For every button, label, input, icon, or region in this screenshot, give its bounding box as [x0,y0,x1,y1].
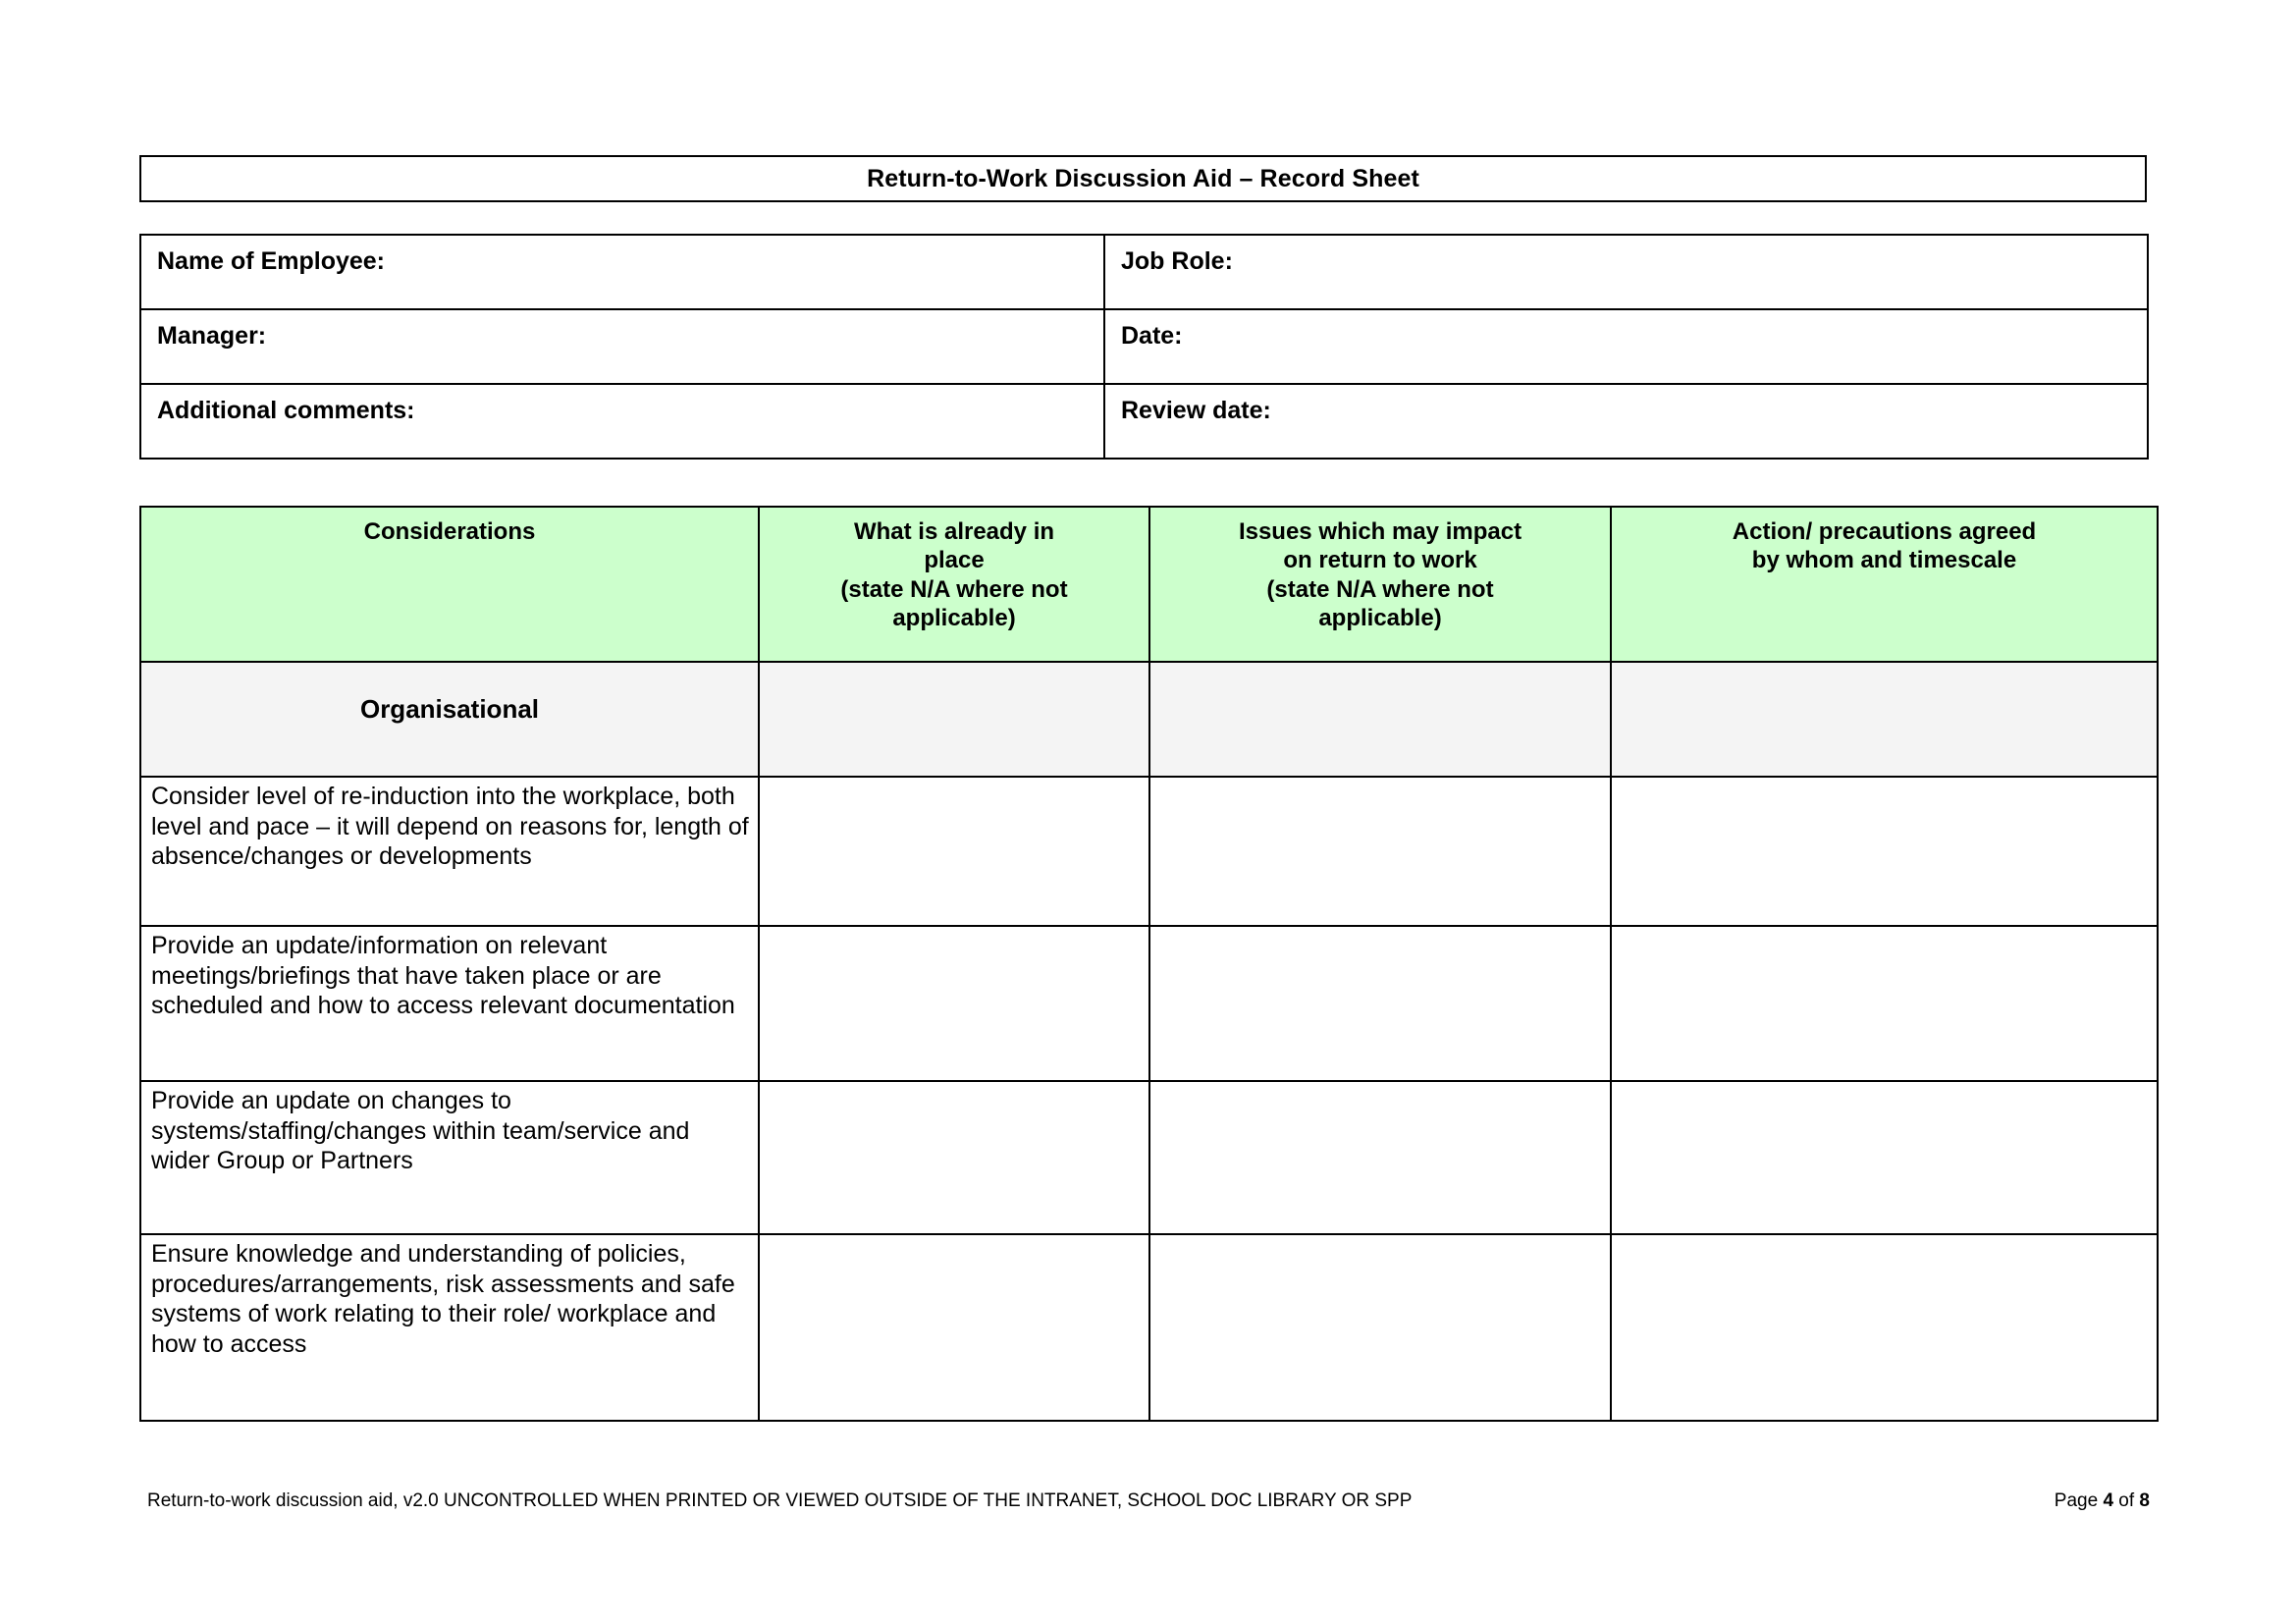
column-header-line: on return to work [1283,547,1477,574]
table-row [140,309,2148,384]
column-header-issues-which-may-impact [1149,507,1611,662]
consideration-cell [140,777,759,926]
page-footer [147,1490,2150,1512]
section-cell-issues[interactable] [1149,662,1611,777]
cell-action[interactable] [1611,1081,2158,1234]
column-header-line: place [924,547,985,574]
field-label: Date: [1121,322,1183,350]
table-header-row [140,507,2158,662]
section-title [140,662,759,777]
field-review-date[interactable] [1104,384,2148,459]
footer-total-pages: 8 [2139,1490,2150,1511]
section-cell-in-place[interactable] [759,662,1149,777]
cell-issues[interactable] [1149,1081,1611,1234]
cell-action[interactable] [1611,926,2158,1081]
consideration-text: Provide an update/information on relevant meetings/briefings that have taken place or are scheduled and how to access relevant documentation [151,932,735,1019]
section-cell-action[interactable] [1611,662,2158,777]
field-label: Review date: [1121,397,1271,424]
field-date[interactable] [1104,309,2148,384]
footer-page-prefix: Page [2054,1490,2104,1511]
footer-page-middle: of [2113,1490,2140,1511]
cell-in-place[interactable] [759,1081,1149,1234]
cell-in-place[interactable] [759,926,1149,1081]
column-header-line: What is already in [853,518,1055,545]
page-title: Return-to-Work Discussion Aid – Record Sheet [867,164,1419,192]
consideration-text: Consider level of re-induction into the workplace, both level and pace – it will depend on reasons for, length of absence/changes or developments [151,783,749,870]
column-header-line: (state N/A where not [1266,575,1494,603]
cell-issues[interactable] [1149,777,1611,926]
field-label: Job Role: [1121,247,1233,275]
footer-current-page: 4 [2103,1490,2114,1511]
column-header-line: applicable) [892,604,1016,631]
field-label: Additional comments: [157,397,415,424]
cell-issues[interactable] [1149,926,1611,1081]
field-label: Manager: [157,322,267,350]
table-row [140,1081,2158,1234]
consideration-text: Provide an update on changes to systems/staffing/changes within team/service and wider Group or Partners [151,1087,690,1174]
column-header-what-is-already-in-place [759,507,1149,662]
cell-action[interactable] [1611,777,2158,926]
column-header-action-precautions-agreed [1611,507,2158,662]
table-row [140,926,2158,1081]
column-header-line: by whom and timescale [1751,547,2017,574]
field-name-of-employee[interactable] [140,235,1104,309]
consideration-cell [140,1234,759,1421]
field-additional-comments[interactable] [140,384,1104,459]
cell-in-place[interactable] [759,1234,1149,1421]
footer-document-reference: Return-to-work discussion aid, v2.0 UNCONTROLLED WHEN PRINTED OR VIEWED OUTSIDE OF THE INTRANET, SCHOOL DOC LIBRARY OR SPP [147,1490,1413,1511]
footer-page-number [2055,1490,2150,1512]
document-title-bar [139,155,2147,202]
cell-issues[interactable] [1149,1234,1611,1421]
column-header-line: (state N/A where not [840,575,1068,603]
consideration-cell [140,926,759,1081]
field-job-role[interactable] [1104,235,2148,309]
column-header-line: applicable) [1318,604,1442,631]
field-label: Name of Employee: [157,247,386,275]
table-row [140,777,2158,926]
column-header-label: Considerations [363,518,536,545]
field-manager[interactable] [140,309,1104,384]
column-header-line: Issues which may impact [1238,518,1522,545]
considerations-table [139,506,2159,1422]
consideration-cell [140,1081,759,1234]
table-row [140,1234,2158,1421]
section-row-organisational [140,662,2158,777]
table-row [140,384,2148,459]
consideration-text: Ensure knowledge and understanding of policies, procedures/arrangements, risk assessments and safe systems of work relating to their role/ workplace and how to access [151,1240,735,1358]
cell-action[interactable] [1611,1234,2158,1421]
column-header-considerations [140,507,759,662]
section-title-label: Organisational [359,694,540,724]
cell-in-place[interactable] [759,777,1149,926]
column-header-line: Action/ precautions agreed [1732,518,2037,545]
employee-info-table [139,234,2149,460]
table-row [140,235,2148,309]
